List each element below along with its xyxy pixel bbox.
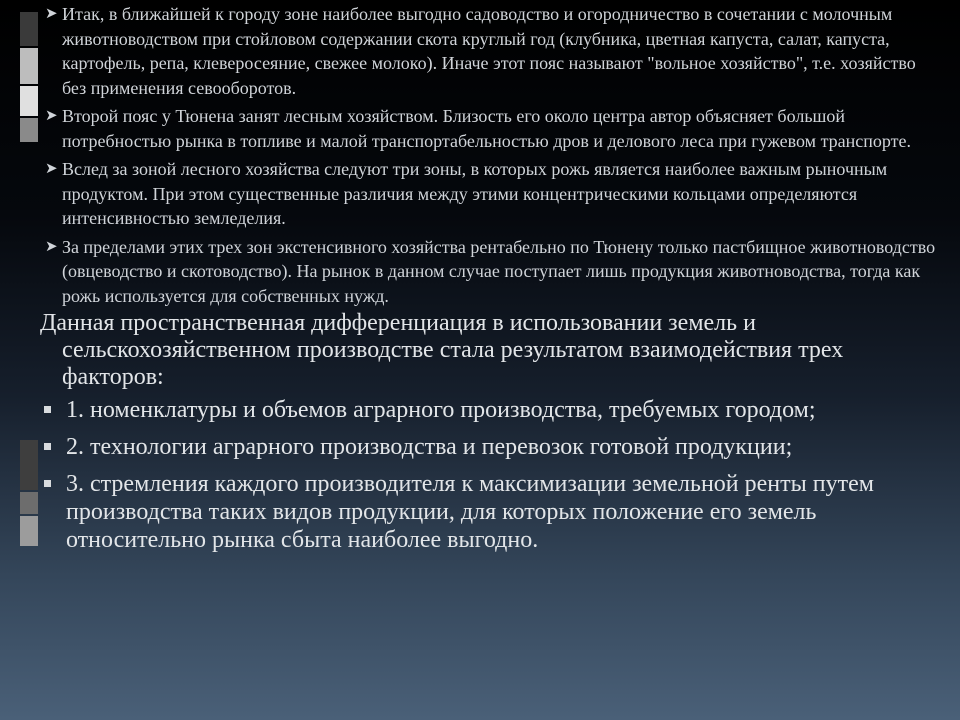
strip-bar bbox=[20, 12, 38, 46]
bullet-item bbox=[44, 104, 944, 153]
factor-text: 3. стремления каждого производителя к максимизации земельной ренты путем производства таких видов продукции, для которых положение его земель относительно рынка сбыта наиболее выгодно. bbox=[66, 471, 874, 553]
strip-bar bbox=[20, 492, 38, 514]
square-bullet-icon bbox=[44, 443, 51, 450]
strip-bar bbox=[20, 86, 38, 116]
square-bullet-icon bbox=[44, 480, 51, 487]
arrow-bullet-icon: ➤ bbox=[45, 6, 58, 22]
bullet-item bbox=[44, 235, 944, 309]
strip-bar bbox=[20, 516, 38, 546]
factor-text: 2. технологии аграрного производства и перевозок готовой продукции; bbox=[66, 434, 793, 460]
strip-bar bbox=[20, 48, 38, 84]
factor-text: 1. номенклатуры и объемов аграрного производства, требуемых городом; bbox=[66, 397, 816, 423]
bullet-text: За пределами этих трех зон экстенсивного хозяйства рентабельно по Тюнену только пастбищное животноводство (овцеводство и скотоводство). На рынок в данном случае поступает лишь продукция животноводства, тогда как рожь используется для собственных нужд. bbox=[62, 236, 936, 306]
bullet-item bbox=[44, 2, 944, 100]
main-paragraph: Данная пространственная дифференциация в использовании земель и сельскохозяйственном производстве стала результатом взаимодействия трех факторов: bbox=[40, 310, 844, 390]
decorative-side-strip bbox=[0, 0, 38, 720]
square-bullet-icon bbox=[44, 406, 51, 413]
bullet-text: Второй пояс у Тюнена занят лесным хозяйством. Близость его около центра автор объясняет большой потребностью рынка в топливе и малой транспортабельностью дров и делового леса при гужевом транспорте. bbox=[62, 106, 912, 151]
arrow-bullet-icon: ➤ bbox=[45, 108, 58, 124]
slide-content bbox=[40, 2, 944, 563]
strip-bar bbox=[20, 118, 38, 142]
bullet-item bbox=[44, 157, 944, 231]
arrow-bullet-icon: ➤ bbox=[45, 161, 58, 177]
strip-bar bbox=[20, 440, 38, 490]
bullet-text: Вслед за зоной лесного хозяйства следуют три зоны, в которых рожь является наиболее важным рыночным продуктом. При этом существенные различия между этими концентрическими кольцами определяются интенсивностью земледелия. bbox=[62, 159, 888, 228]
factor-item bbox=[44, 396, 944, 424]
factor-item bbox=[44, 470, 944, 554]
factor-item bbox=[44, 433, 944, 461]
bullet-text: Итак, в ближайшей к городу зоне наиболее выгодно садоводство и огородничество в сочетании с молочным животноводством при стойловом содержании скота круглый год (клубника, цветная капуста, салат, капуста, картофель, репа, клеверосеяние, свежее молоко). Иначе этот пояс называют "вольное хозяйство", т.е. хозяйство без применения севооборотов. bbox=[62, 4, 916, 98]
arrow-bullet-icon: ➤ bbox=[45, 238, 58, 255]
